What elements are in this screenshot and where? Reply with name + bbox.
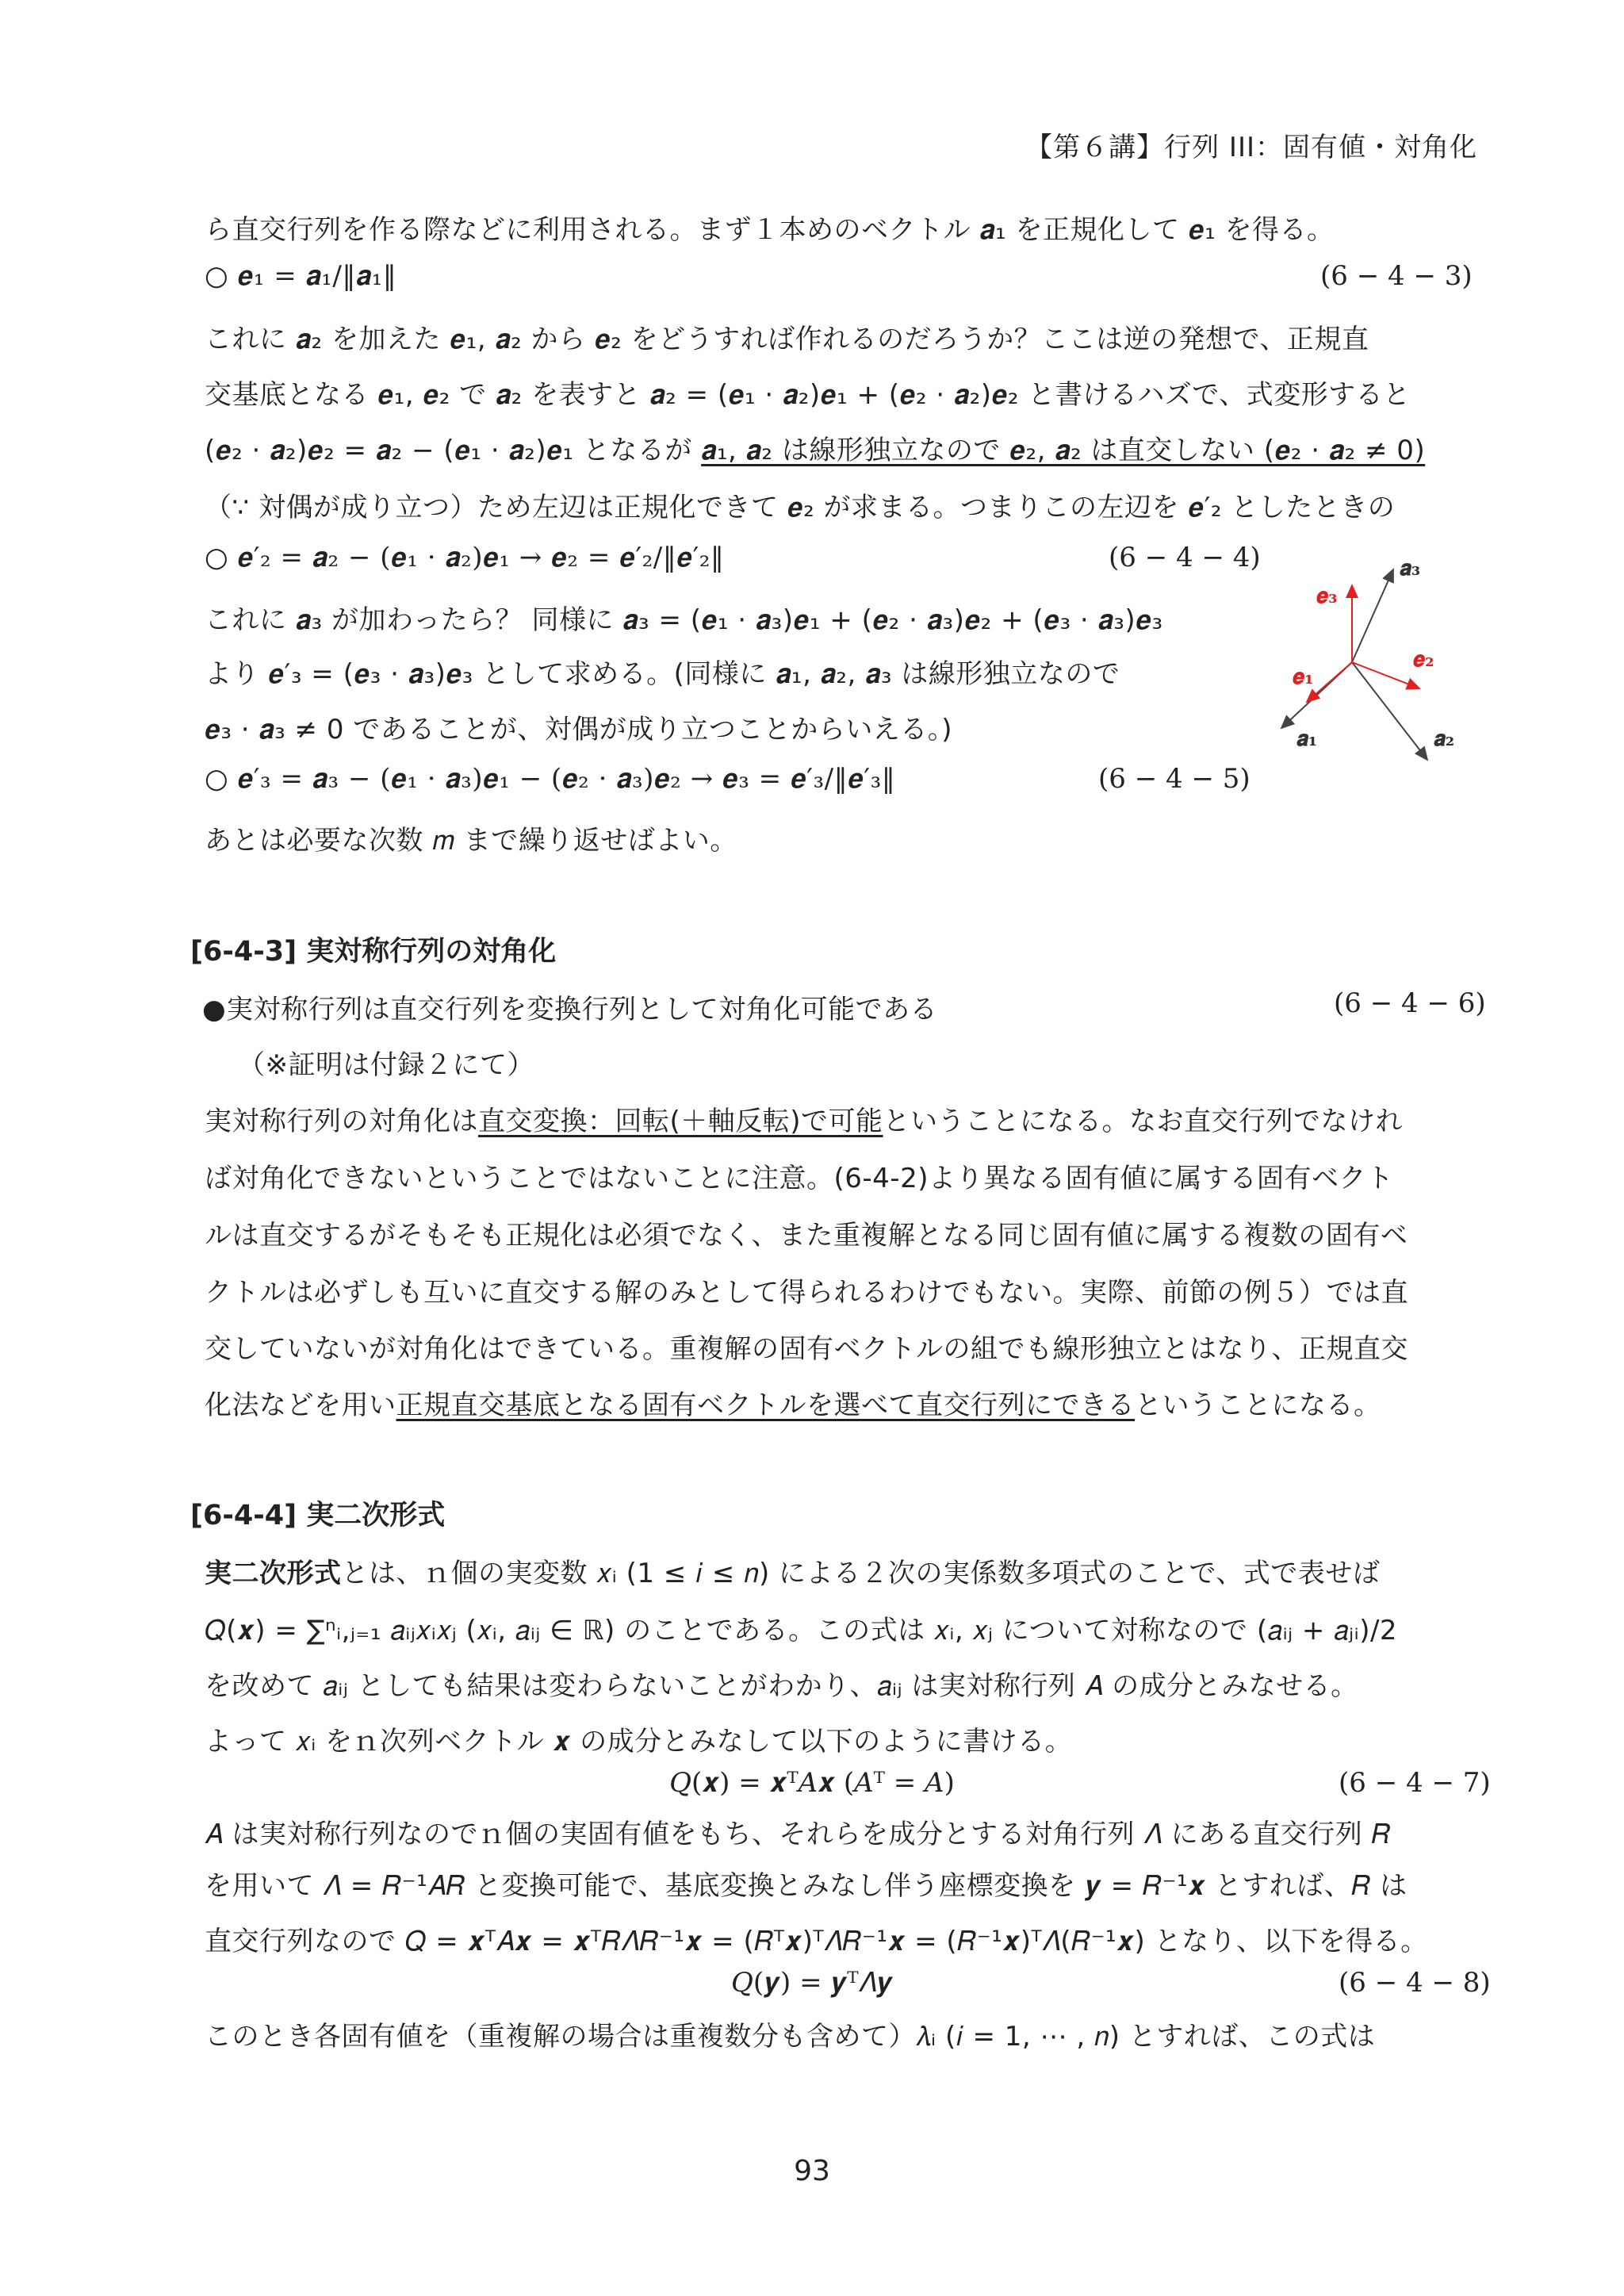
page-number: 93	[794, 2155, 830, 2187]
underlined-text: 𝒂₁, 𝒂₂ は線形独立なので 𝒆₂, 𝒂₂ は直交しない (𝒆₂ · 𝒂₂ ≠ 0)	[701, 435, 1426, 466]
text-line	[205, 1099, 1403, 1138]
vector-a3-arrow	[1352, 569, 1393, 662]
text-line: あとは必要な次数 𝑚 まで繰り返せばよい。	[205, 825, 737, 857]
equation-number: (6 − 4 − 7)	[1339, 1767, 1491, 1799]
text-span: ということになる。	[1135, 1389, 1381, 1421]
text-span: 実対称行列の対角化は	[205, 1106, 478, 1137]
label-a1: 𝒂₁	[1297, 727, 1318, 751]
vector-e1-arrow	[1307, 662, 1352, 702]
text-line: 𝐴 は実対称行列なのでｎ個の実固有値をもち、それらを成分とする対角行列 𝛬 にある直交行列 𝑅	[205, 1819, 1392, 1850]
text-line: 𝑄(𝒙) = ∑ⁿᵢ,ⱼ₌₁ 𝑎ᵢⱼ𝑥ᵢ𝑥ⱼ (𝑥ᵢ, 𝑎ᵢⱼ ∈ ℝ) のことである。この式は 𝑥ᵢ, 𝑥ⱼ について対称なので (𝑎ᵢⱼ + 𝑎ⱼᵢ)/2	[205, 1615, 1398, 1646]
text-line: これに 𝒂₂ を加えた 𝒆₁, 𝒂₂ から 𝒆₂ をどうすれば作れるのだろうか？ここは逆の発想で、正規直	[205, 324, 1369, 355]
text-line: を用いて 𝛬 = 𝑅⁻¹𝐴𝑅 と変換可能で、基底変換とみなし伴う座標変換を 𝒚 = 𝑅⁻¹𝒙 とすれば、𝑅 は	[205, 1870, 1408, 1902]
theorem-line: ●実対称行列は直交行列を変換行列として対角化可能である	[202, 994, 938, 1025]
equation-number: (6 − 4 − 5)	[1098, 763, 1251, 795]
text-line: これに 𝒂₃ が加わったら？ 同様に 𝒂₃ = (𝒆₁ · 𝒂₃)𝒆₁ + (𝒆₂ · 𝒂₃)𝒆₂ + (𝒆₃ · 𝒂₃)𝒆₃	[205, 604, 1163, 636]
label-a2: 𝒂₂	[1434, 727, 1455, 751]
underlined-text: 正規直交基底となる固有ベクトルを選べて直交行列にできる	[396, 1389, 1135, 1421]
text-span: ということになる。なお直交行列でなけれ	[883, 1106, 1404, 1137]
text-line: 直交行列なので 𝑄 = 𝒙ᵀ𝐴𝒙 = 𝒙ᵀ𝑅𝛬𝑅⁻¹𝒙 = (𝑅ᵀ𝒙)ᵀ𝛬𝑅⁻¹𝒙 = (𝑅⁻¹𝒙)ᵀ𝛬(𝑅⁻¹𝒙) となり、以下を得る。	[205, 1926, 1428, 1957]
text-line: 𝒆₃ · 𝒂₃ ≠ 0 であることが、対偶が成り立つことからいえる。)	[205, 714, 953, 746]
display-equation: 𝑄(𝒙) = 𝒙ᵀ𝐴𝒙 (𝐴ᵀ = 𝐴)	[669, 1767, 955, 1799]
running-header: 【第６講】行列 III：固有値・対角化	[1025, 132, 1477, 163]
term-bold: 実二次形式	[205, 1558, 342, 1589]
text-span: 化法などを用い	[205, 1389, 396, 1421]
text-line: ルは直交するがそもそも正規化は必須でなく、また重複解となる同じ固有値に属する複数の固有ベ	[205, 1220, 1408, 1251]
text-line: より 𝒆′₃ = (𝒆₃ · 𝒂₃)𝒆₃ として求める。(同様に 𝒂₁, 𝒂₂, 𝒂₃ は線形独立なので	[205, 658, 1120, 690]
equation-number: (6 − 4 − 3)	[1320, 260, 1473, 292]
text-line: このとき各固有値を（重複解の場合は重複数分も含めて）𝜆ᵢ (𝑖 = 1, ⋯ , 𝑛) とすれば、この式は	[205, 2021, 1376, 2053]
equation-line: ○ 𝒆′₃ = 𝒂₃ − (𝒆₁ · 𝒂₃)𝒆₁ − (𝒆₂ · 𝒂₃)𝒆₂ → 𝒆₃ = 𝒆′₃/‖𝒆′₃‖	[205, 763, 896, 795]
section-heading: [6-4-4] 実二次形式	[190, 1500, 446, 1531]
text-line: ば対角化できないということではないことに注意。(6-4-2)より異なる固有値に属する固有ベクト	[205, 1163, 1394, 1194]
text-span: とは、ｎ個の実変数 𝑥ᵢ (1 ≤ 𝑖 ≤ 𝑛) による２次の実係数多項式のことで、式で表せば	[341, 1558, 1381, 1589]
label-e1: 𝒆₁	[1293, 665, 1314, 689]
text-line: よって 𝑥ᵢ をｎ次列ベクトル 𝒙 の成分とみなして以下のように書ける。	[205, 1726, 1073, 1757]
label-e3: 𝒆₃	[1316, 585, 1338, 608]
note-line: （※証明は付録２にて）	[238, 1049, 534, 1081]
text-line	[205, 1383, 1381, 1422]
display-equation: 𝑄(𝒚) = 𝒚ᵀ𝛬𝒚	[731, 1967, 893, 1999]
equation-number: (6 − 4 − 8)	[1339, 1967, 1491, 1999]
label-a3: 𝒂₃	[1400, 557, 1421, 581]
label-e2: 𝒆₂	[1413, 648, 1434, 672]
gram-schmidt-vector-diagram	[1261, 547, 1483, 769]
equation-number: (6 − 4 − 4)	[1109, 542, 1261, 573]
text-line: 交基底となる 𝒆₁, 𝒆₂ で 𝒂₂ を表すと 𝒂₂ = (𝒆₁ · 𝒂₂)𝒆₁ + (𝒆₂ · 𝒂₂)𝒆₂ と書けるハズで、式変形すると	[205, 379, 1411, 411]
text-line: クトルは必ずしも互いに直交する解のみとして得られるわけでもない。実際、前節の例５）では直	[205, 1277, 1408, 1309]
text-line	[205, 428, 1425, 467]
equation-line: ○ 𝒆₁ = 𝒂₁/‖𝒂₁‖	[205, 260, 397, 292]
section-heading: [6-4-3] 実対称行列の対角化	[190, 936, 557, 968]
equation-line: ○ 𝒆′₂ = 𝒂₂ − (𝒆₁ · 𝒂₂)𝒆₁ → 𝒆₂ = 𝒆′₂/‖𝒆′₂‖	[205, 542, 725, 573]
underlined-text: 直交変換：回転(＋軸反転)で可能	[478, 1106, 883, 1137]
text-line: （∵ 対偶が成り立つ）ため左辺は正規化できて 𝒆₂ が求まる。つまりこの左辺を 𝒆′₂ としたときの	[205, 492, 1396, 523]
text-line: ら直交行列を作る際などに利用される。まず１本めのベクトル 𝒂₁ を正規化して 𝒆₁ を得る。	[205, 214, 1335, 246]
text-line: を改めて 𝑎ᵢⱼ としても結果は変わらないことがわかり、𝑎ᵢⱼ は実対称行列 𝐴 の成分とみなせる。	[205, 1670, 1358, 1702]
text-span: (𝒆₂ · 𝒂₂)𝒆₂ = 𝒂₂ − (𝒆₁ · 𝒂₂)𝒆₁ となるが	[205, 435, 702, 466]
text-line: 交していないが対角化はできている。重複解の固有ベクトルの組でも線形独立とはなり、正規直交	[205, 1333, 1408, 1365]
equation-number: (6 − 4 − 6)	[1334, 987, 1486, 1019]
text-line	[205, 1551, 1380, 1590]
